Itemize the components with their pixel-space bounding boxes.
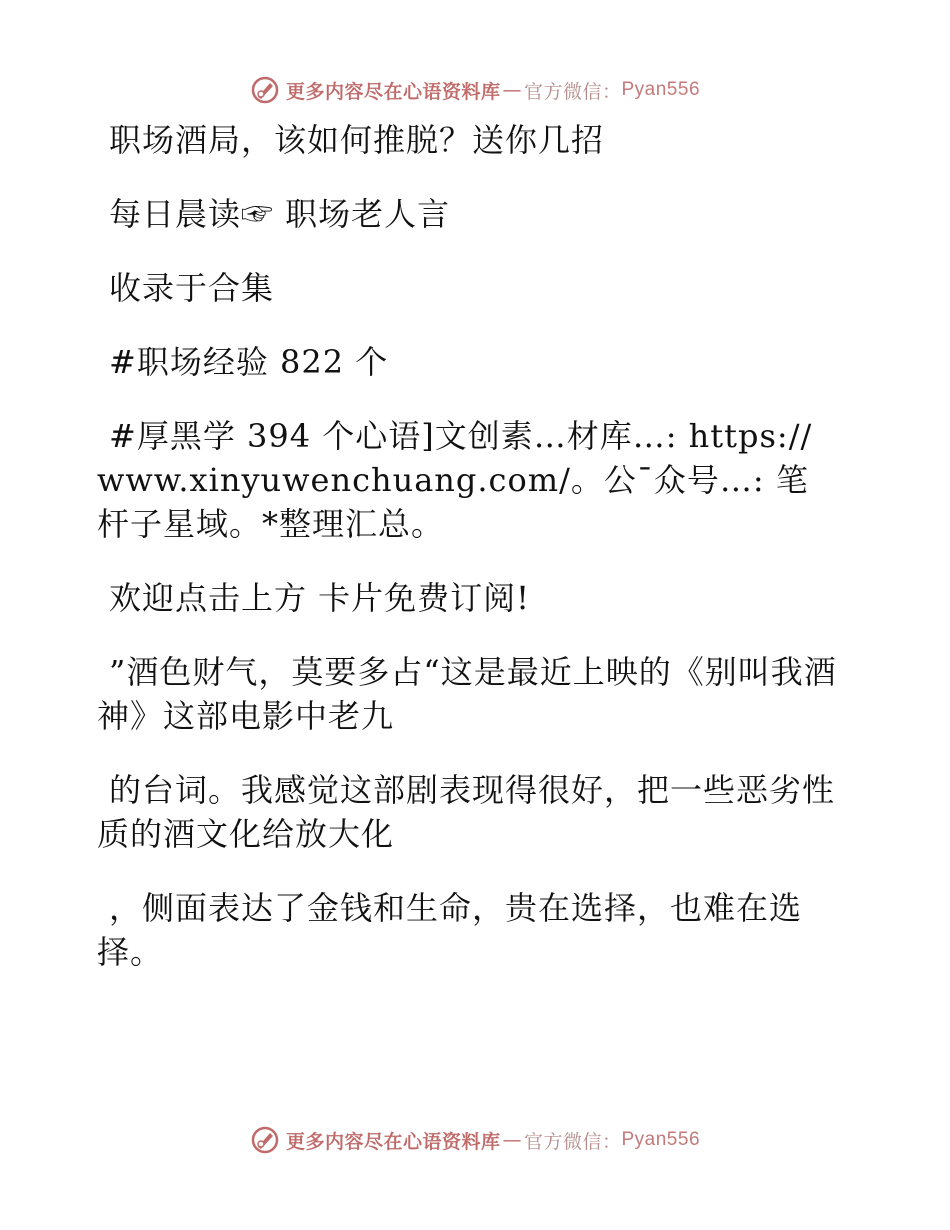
paragraph-body-3: ，侧面表达了金钱和生命，贵在选择，也难在选择。 — [97, 889, 803, 971]
header-watermark — [0, 70, 950, 110]
paragraph-body-1: ”酒色财气，莫要多占“这是最近上映的《别叫我酒神》这部电影中老九 — [97, 653, 837, 735]
watermark-wechat-label: 官方微信： — [523, 80, 622, 103]
watermark-dash: — — [502, 1129, 522, 1151]
watermark-wechat-label: 官方微信： — [523, 1130, 622, 1153]
watermark-dash: — — [502, 79, 522, 101]
quill-logo-icon — [250, 75, 280, 105]
paragraph-title: 职场酒局，该如何推脱？送你几招 — [109, 121, 605, 159]
paragraph-tag-career: #职场经验 822 个 — [109, 343, 389, 381]
watermark-wechat-id: Pyan556 — [621, 79, 701, 100]
paragraph-column: 每日晨读☞ 职场老人言 — [109, 195, 451, 233]
paragraph-collection: 收录于合集 — [109, 269, 275, 307]
watermark-main-text: 更多内容尽在心语资料库 — [285, 1130, 501, 1153]
paragraph-tag-source: #厚黑学 394 个心语]文创素…材库…: https://www.xinyuwenchuang.com/。公¯众号…: 笔杆子星域。*整理汇总。 — [97, 417, 813, 543]
watermark-wechat-id: Pyan556 — [621, 1129, 701, 1150]
watermark-main-text: 更多内容尽在心语资料库 — [285, 80, 501, 103]
paragraph-subscribe: 欢迎点击上方 卡片免费订阅! — [109, 579, 531, 617]
quill-logo-icon — [250, 1125, 280, 1155]
paragraph-body-2: 的台词。我感觉这部剧表现得很好，把一些恶劣性质的酒文化给放大化 — [97, 771, 836, 853]
document-body — [97, 118, 837, 1004]
footer-watermark — [0, 1120, 950, 1160]
